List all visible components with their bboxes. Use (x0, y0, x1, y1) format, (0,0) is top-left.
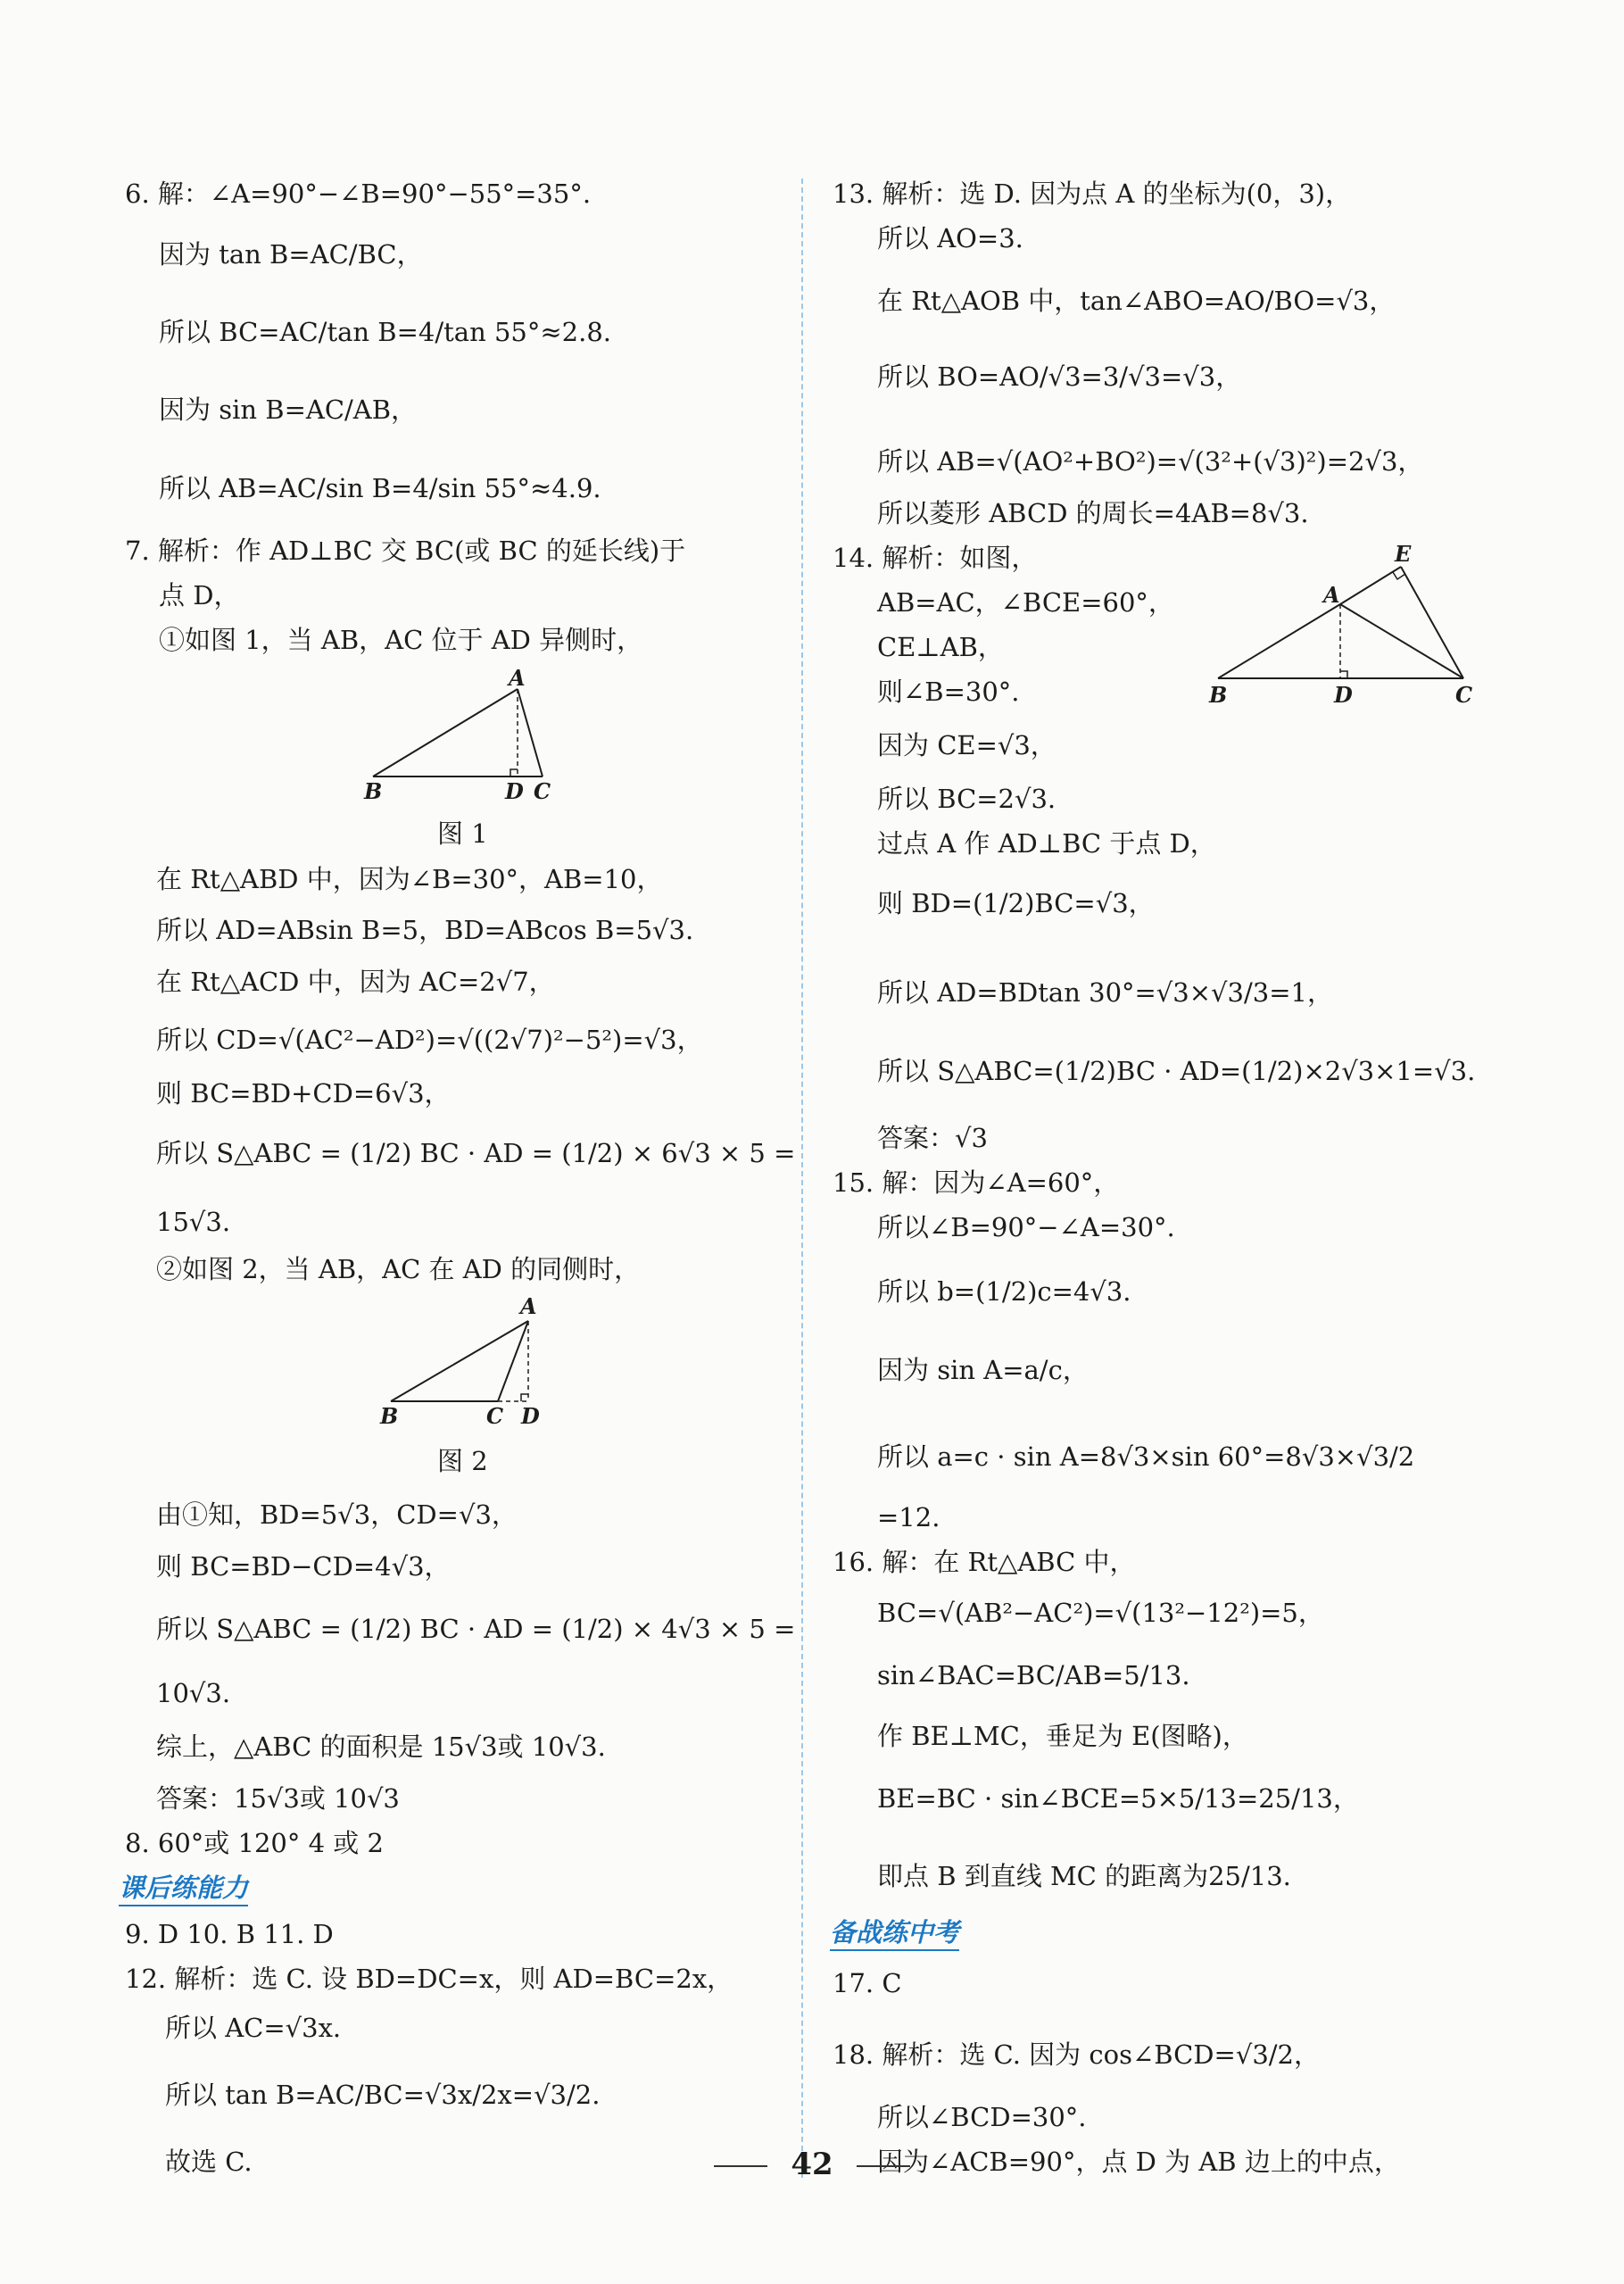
fig1-label-c: C (534, 778, 551, 803)
right-text-line: 则 BD=(1/2)BC=√3， (877, 888, 1155, 918)
left-text-line: 故选 C. (165, 2147, 253, 2177)
right-text-line: 则∠B=30°. (877, 677, 1020, 707)
fig2-label-d: D (521, 1403, 540, 1428)
right-text-line: CE⊥AB， (877, 632, 1004, 662)
left-text-line: 所以 S△ABC = (1/2) BC · AD = (1/2) × 4√3 × 5 = (156, 1614, 796, 1644)
left-text-line: 综上，△ABC 的面积是 15√3或 10√3. (156, 1732, 606, 1762)
fig3-label-c: C (1455, 682, 1473, 708)
footer-dash-left (714, 2165, 767, 2167)
left-text-line: 在 Rt△ABD 中，因为∠B=30°，AB=10， (156, 864, 663, 894)
fig1-label-a: A (509, 669, 526, 691)
left-text-line: ②如图 2，当 AB，AC 在 AD 的同侧时， (156, 1254, 641, 1284)
figure-1-caption: 图 1 (437, 818, 488, 849)
right-text-line: 因为 CE=√3， (877, 730, 1056, 760)
right-text-line: 即点 B 到直线 MC 的距离为25/13. (877, 1861, 1291, 1891)
right-text-line: 所以∠B=90°−∠A=30°. (877, 1212, 1175, 1242)
fig2-side-ac (498, 1321, 528, 1401)
right-text-line: 所以 AO=3. (877, 223, 1023, 253)
fig3-right-angle-d (1340, 671, 1347, 678)
fig1-label-d: D (505, 778, 524, 803)
fig3-label-a: A (1323, 582, 1340, 608)
left-text-line: 在 Rt△ACD 中，因为 AC=2√7， (156, 967, 555, 997)
right-text-line: sin∠BAC=BC/AB=5/13. (877, 1660, 1190, 1690)
section-heading: 课后练能力 (119, 1873, 248, 1906)
fig3-segment-ec (1401, 567, 1463, 678)
right-text-line: 17. C (833, 1968, 902, 1998)
fig2-right-angle-mark (521, 1394, 528, 1401)
fig3-label-b: B (1209, 682, 1228, 708)
section-heading: 备战练中考 (830, 1917, 959, 1951)
fig1-side-ab (373, 689, 518, 777)
right-text-line: AB=AC，∠BCE=60°， (877, 587, 1174, 618)
left-text-line: 9. D 10. B 11. D (125, 1919, 334, 1949)
left-text-line: 则 BC=BD+CD=6√3， (156, 1078, 451, 1109)
right-text-line: 13. 解析：选 D. 因为点 A 的坐标为(0，3)， (833, 179, 1352, 209)
right-text-line: 所以∠BCD=30°. (877, 2102, 1087, 2132)
page-number: 42 (791, 2147, 833, 2182)
figure-2 (375, 1294, 553, 1428)
fig3-extension-ae (1340, 567, 1401, 604)
right-text-line: 18. 解析：选 C. 因为 cos∠BCD=√3/2， (833, 2039, 1320, 2070)
right-text-line: 答案：√3 (877, 1123, 988, 1153)
fig2-label-b: B (380, 1403, 399, 1428)
figure-2-caption: 图 2 (437, 1446, 488, 1476)
right-text-line: 因为∠ACB=90°，点 D 为 AB 边上的中点， (877, 2147, 1400, 2177)
left-text-line: 由①知，BD=5√3，CD=√3， (156, 1499, 518, 1530)
left-text-line: 12. 解析：选 C. 设 BD=DC=x，则 AD=BC=2x， (125, 1964, 733, 1994)
left-text-line: 所以 CD=√(AC²−AD²)=√((2√7)²−5²)=√3， (156, 1025, 703, 1055)
right-text-line: 所以 b=(1/2)c=4√3. (877, 1276, 1131, 1307)
left-text-line: 10√3. (156, 1678, 231, 1708)
fig3-label-d: D (1334, 682, 1353, 708)
left-text-line: 7. 解析：作 AD⊥BC 交 BC(或 BC 的延长线)于 (125, 536, 686, 566)
left-text-line: 所以 BC=AC/tan B=4/tan 55°≈2.8. (159, 317, 612, 347)
left-text-line: ①如图 1，当 AB，AC 位于 AD 异侧时， (159, 625, 643, 655)
fig1-right-angle-mark (510, 769, 518, 777)
left-text-line: 6. 解：∠A=90°−∠B=90°−55°=35°. (125, 179, 592, 209)
left-text-line: 所以 AC=√3x. (165, 2013, 342, 2043)
right-text-line: 过点 A 作 AD⊥BC 于点 D， (877, 828, 1216, 859)
left-text-line: 因为 sin B=AC/AB， (159, 395, 418, 425)
left-text-line: 因为 tan B=AC/BC， (159, 239, 423, 270)
right-text-line: 所以 AD=BDtan 30°=√3×√3/3=1， (877, 977, 1333, 1008)
right-text-line: BE=BC · sin∠BCE=5×5/13=25/13， (877, 1783, 1359, 1814)
right-text-line: 所以 a=c · sin A=8√3×sin 60°=8√3×√3/2 (877, 1441, 1415, 1472)
right-text-line: 15. 解：因为∠A=60°， (833, 1167, 1120, 1198)
right-text-line: 作 BE⊥MC，垂足为 E(图略)， (877, 1721, 1248, 1751)
left-text-line: 答案：15√3或 10√3 (156, 1783, 400, 1814)
right-text-line: 14. 解析：如图， (833, 543, 1038, 573)
left-text-line: 所以 tan B=AC/BC=√3x/2x=√3/2. (165, 2080, 601, 2110)
left-text-line: 15√3. (156, 1207, 231, 1237)
left-text-line: 则 BC=BD−CD=4√3， (156, 1551, 451, 1582)
left-text-line: 8. 60°或 120° 4 或 2 (125, 1828, 384, 1858)
right-text-line: =12. (877, 1502, 940, 1532)
right-text-line: 在 Rt△AOB 中，tan∠ABO=AO/BO=√3， (877, 286, 1396, 316)
fig3-side-ac (1340, 604, 1463, 678)
fig2-label-a: A (520, 1294, 537, 1319)
right-text-line: 所以 AB=√(AO²+BO²)=√(3²+(√3)²)=2√3， (877, 446, 1424, 477)
figure-1 (357, 669, 571, 803)
right-text-line: 所以菱形 ABCD 的周长=4AB=8√3. (877, 498, 1309, 528)
left-text-line: 点 D， (159, 580, 240, 610)
left-text-line: 所以 AB=AC/sin B=4/sin 55°≈4.9. (159, 473, 601, 503)
fig3-side-ab (1218, 604, 1340, 678)
right-text-line: 所以 S△ABC=(1/2)BC · AD=(1/2)×2√3×1=√3. (877, 1056, 1476, 1086)
page-footer (0, 2147, 1624, 2182)
column-divider (801, 179, 803, 2178)
left-text-line: 所以 AD=ABsin B=5，BD=ABcos B=5√3. (156, 915, 694, 945)
fig2-side-ab (391, 1321, 528, 1401)
right-text-line: 所以 BO=AO/√3=3/√3=√3， (877, 361, 1242, 392)
fig3-label-e: E (1395, 541, 1412, 567)
right-text-line: 16. 解：在 Rt△ABC 中， (833, 1547, 1136, 1577)
fig1-side-ac (518, 689, 543, 777)
fig1-label-b: B (364, 778, 383, 803)
footer-dash-right (857, 2165, 910, 2167)
figure-3 (1200, 540, 1495, 710)
left-text-line: 所以 S△ABC = (1/2) BC · AD = (1/2) × 6√3 × 5 = (156, 1138, 796, 1168)
right-text-line: 所以 BC=2√3. (877, 784, 1056, 814)
right-text-line: 因为 sin A=a/c， (877, 1355, 1089, 1385)
fig2-label-c: C (486, 1403, 504, 1428)
right-text-line: BC=√(AB²−AC²)=√(13²−12²)=5， (877, 1598, 1324, 1628)
